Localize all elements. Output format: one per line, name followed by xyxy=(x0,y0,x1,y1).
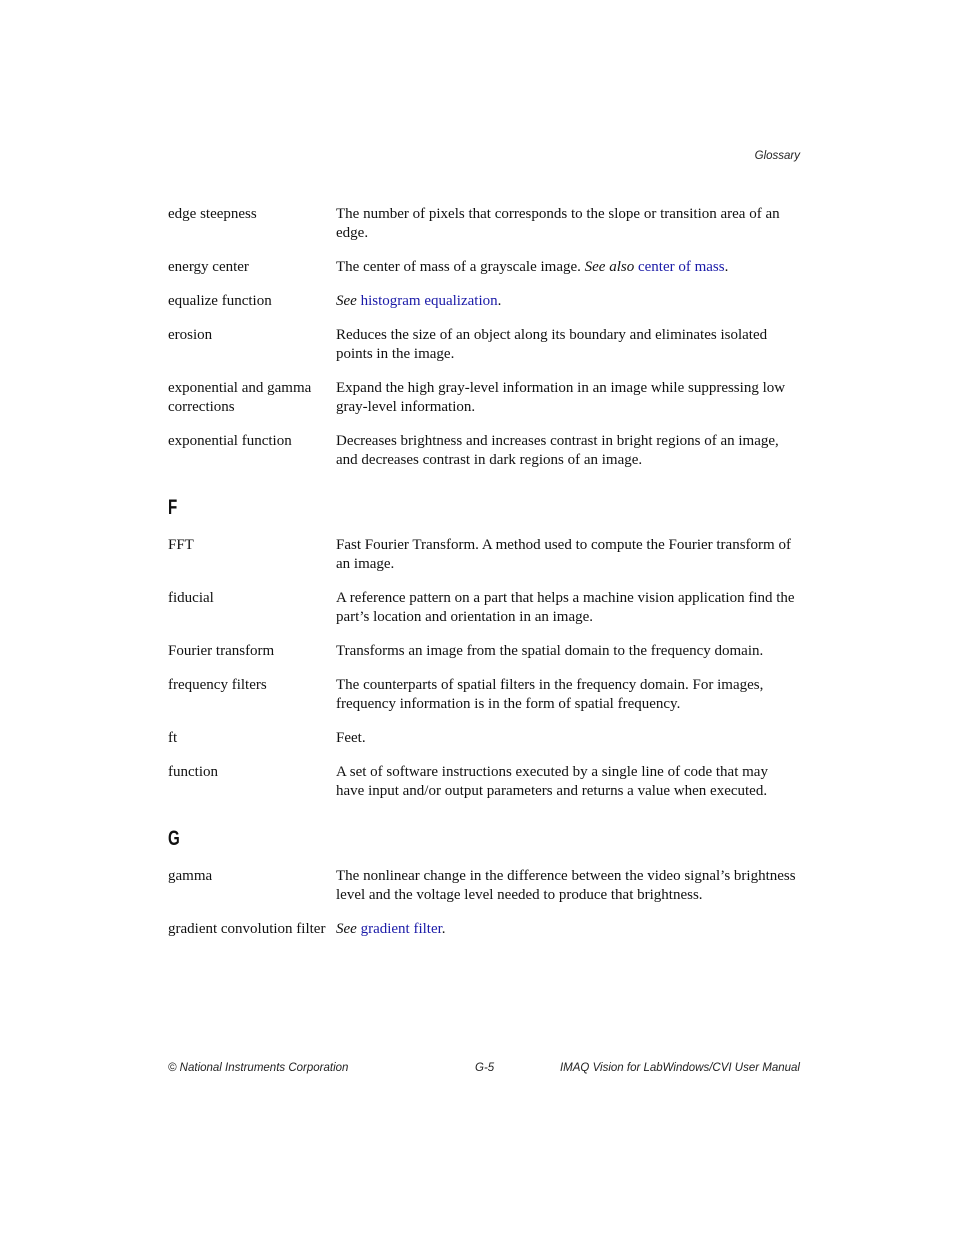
glossary-definition xyxy=(336,729,800,748)
cross-reference-link[interactable]: center of mass xyxy=(637,259,725,275)
glossary-term: exponential and gamma corrections xyxy=(168,380,312,415)
glossary-term: exponential function xyxy=(168,433,292,449)
glossary-definition xyxy=(336,642,800,661)
glossary-term: FFT xyxy=(168,537,194,553)
definition-text: The counterparts of spatial filters in the frequency domain. For images, frequency information is in the form of spatial frequency. xyxy=(336,677,764,712)
glossary-definition xyxy=(336,867,800,905)
footer-page-number: G-5 xyxy=(475,1062,495,1074)
see-reference-label: See xyxy=(336,293,357,309)
glossary-term: function xyxy=(168,764,218,780)
glossary-definition xyxy=(336,589,800,627)
glossary-term: gradient convolution filter xyxy=(168,921,326,937)
definition-text: . xyxy=(724,259,729,275)
definition-text: The number of pixels that corresponds to the slope or transition area of an edge. xyxy=(336,206,780,241)
cross-reference-link[interactable]: gradient filter xyxy=(360,921,442,937)
definition-text: A reference pattern on a part that helps a machine vision application find the part’s location and orientation in an image. xyxy=(336,590,795,625)
glossary-term: energy center xyxy=(168,259,249,275)
glossary-term: frequency filters xyxy=(168,677,267,693)
cross-reference-link[interactable]: histogram equalization xyxy=(360,293,498,309)
glossary-entry xyxy=(168,642,800,661)
section-heading: G xyxy=(168,827,180,850)
glossary-term: fiducial xyxy=(168,590,214,606)
glossary-entry xyxy=(168,589,800,627)
glossary-content xyxy=(168,205,800,954)
glossary-term: erosion xyxy=(168,327,213,343)
glossary-definition xyxy=(336,292,800,311)
definition-text: Transforms an image from the spatial domain to the frequency domain. xyxy=(336,643,764,659)
glossary-term: edge steepness xyxy=(168,206,257,222)
glossary-definition xyxy=(336,763,800,801)
definition-text: Fast Fourier Transform. A method used to compute the Fourier transform of an image. xyxy=(336,537,791,572)
glossary-definition xyxy=(336,258,800,277)
glossary-entry xyxy=(168,205,800,243)
glossary-definition xyxy=(336,536,800,574)
glossary-entry xyxy=(168,920,800,939)
glossary-definition xyxy=(336,379,800,417)
definition-text: A set of software instructions executed by a single line of code that may have input and/or output parameters and returns a value when executed. xyxy=(336,764,768,799)
glossary-entry xyxy=(168,379,800,417)
definition-text: Feet. xyxy=(336,730,366,746)
glossary-entry xyxy=(168,729,800,748)
glossary-entry xyxy=(168,432,800,470)
glossary-definition xyxy=(336,676,800,714)
see-reference-label: See xyxy=(336,921,357,937)
glossary-term: Fourier transform xyxy=(168,643,275,659)
glossary-definition xyxy=(336,920,800,939)
definition-text: Reduces the size of an object along its boundary and eliminates isolated points in the image. xyxy=(336,327,768,362)
glossary-term: gamma xyxy=(168,868,213,884)
glossary-entry xyxy=(168,536,800,574)
glossary-term: ft xyxy=(168,730,178,746)
glossary-entry xyxy=(168,763,800,801)
glossary-definition xyxy=(336,432,800,470)
glossary-entry xyxy=(168,867,800,905)
glossary-entry xyxy=(168,258,800,277)
definition-text: . xyxy=(497,293,502,309)
glossary-entry xyxy=(168,292,800,311)
glossary-definition xyxy=(336,205,800,243)
footer-copyright: © National Instruments Corporation xyxy=(168,1062,349,1074)
definition-text: . xyxy=(441,921,446,937)
footer-manual-title: IMAQ Vision for LabWindows/CVI User Manual xyxy=(559,1062,800,1074)
glossary-entry xyxy=(168,676,800,714)
running-head: Glossary xyxy=(754,150,800,162)
definition-text: The center of mass of a grayscale image. xyxy=(336,259,585,275)
glossary-entry xyxy=(168,326,800,364)
section-heading: F xyxy=(168,496,178,519)
definition-text: Decreases brightness and increases contrast in bright regions of an image, and decreases contrast in dark regions of an image. xyxy=(336,433,779,468)
glossary-term: equalize function xyxy=(168,293,272,309)
definition-text: Expand the high gray-level information in an image while suppressing low gray-level information. xyxy=(336,380,786,415)
see-reference-label: See also xyxy=(584,259,635,275)
definition-text: The nonlinear change in the difference between the video signal’s brightness level and the voltage level needed to produce that brightness. xyxy=(336,868,796,903)
glossary-definition xyxy=(336,326,800,364)
